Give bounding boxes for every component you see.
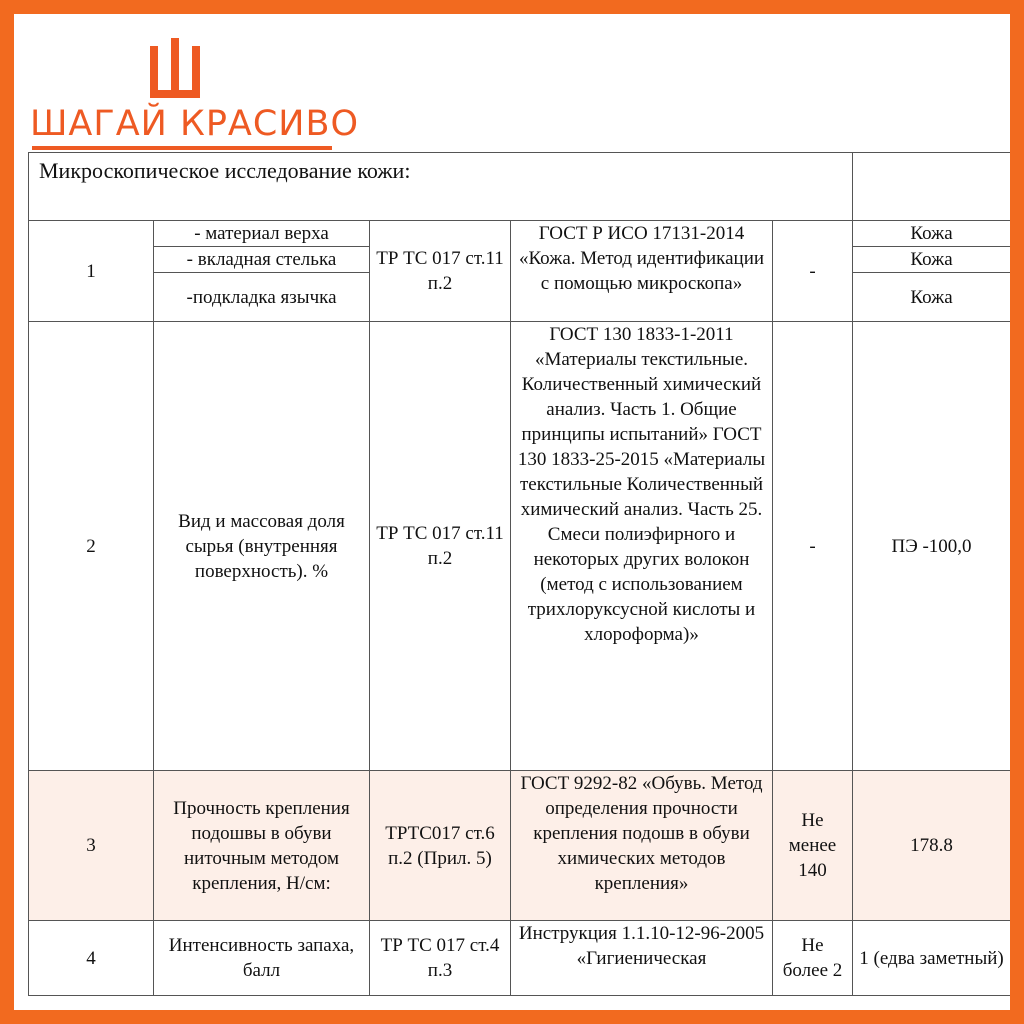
brand-name: ШАГАЙ КРАСИВО (30, 104, 360, 144)
table-row (29, 221, 1011, 247)
row-gost-method: Инструкция 1.1.10-12-96-2005 «Гигиеническая (511, 921, 773, 996)
row-indicator: - вкладная стелька (154, 247, 370, 273)
row-tr-reference: ТР ТС 017 ст.11 п.2 (370, 221, 511, 322)
row-result: Кожа (853, 221, 1010, 247)
brand-logo (30, 28, 360, 152)
row-norm: - (773, 322, 853, 771)
row-tr-reference: ТР ТС 017 ст.11 п.2 (370, 322, 511, 771)
row-number: 2 (29, 322, 154, 771)
row-norm: Не менее 140 (773, 771, 853, 921)
row-result: 1 (едва заметный) (853, 921, 1010, 996)
row-indicator: Прочность крепления подошвы в обуви ниточным методом крепления, Н/см: (154, 771, 370, 921)
document-frame (14, 14, 1010, 1010)
table-heading-row (29, 153, 1011, 221)
row-result: ПЭ -100,0 (853, 322, 1010, 771)
heading-empty-cell (853, 153, 1010, 221)
row-gost-method: ГОСТ 9292-82 «Обувь. Метод определения прочности крепления подошв в обуви химических методов крепления» (511, 771, 773, 921)
row-result: Кожа (853, 247, 1010, 273)
row-result: Кожа (853, 273, 1010, 322)
test-results-table (28, 152, 1010, 996)
row-gost-method: ГОСТ Р ИСО 17131-2014 «Кожа. Метод идентификации с помощью микроскопа» (511, 221, 773, 322)
row-indicator: Вид и массовая доля сырья (внутренняя поверхность). % (154, 322, 370, 771)
row-tr-reference: ТР ТС 017 ст.4 п.3 (370, 921, 511, 996)
row-number: 1 (29, 221, 154, 322)
table-row-highlighted (29, 771, 1011, 921)
row-indicator: -подкладка язычка (154, 273, 370, 322)
row-number: 3 (29, 771, 154, 921)
row-indicator: - материал верха (154, 221, 370, 247)
row-indicator: Интенсивность запаха, балл (154, 921, 370, 996)
section-heading: Микроскопическое исследование кожи: (29, 153, 853, 221)
row-number: 4 (29, 921, 154, 996)
row-result: 178.8 (853, 771, 1010, 921)
row-gost-method: ГОСТ 130 1833-1-2011 «Материалы текстильные. Количественный химический анализ. Часть 1. Общие принципы испытаний» ГОСТ 130 1833-25-2015 «Материалы текстильные Количественный химический анализ. Часть 25. Смеси полиэфирного и некоторых других волокон (метод с использованием трихлоруксусной кислоты и хлороформа)» (511, 322, 773, 771)
table-row (29, 921, 1011, 996)
row-norm: - (773, 221, 853, 322)
table-row (29, 322, 1011, 771)
row-tr-reference: ТРТС017 ст.6 п.2 (Прил. 5) (370, 771, 511, 921)
row-norm: Не более 2 (773, 921, 853, 996)
